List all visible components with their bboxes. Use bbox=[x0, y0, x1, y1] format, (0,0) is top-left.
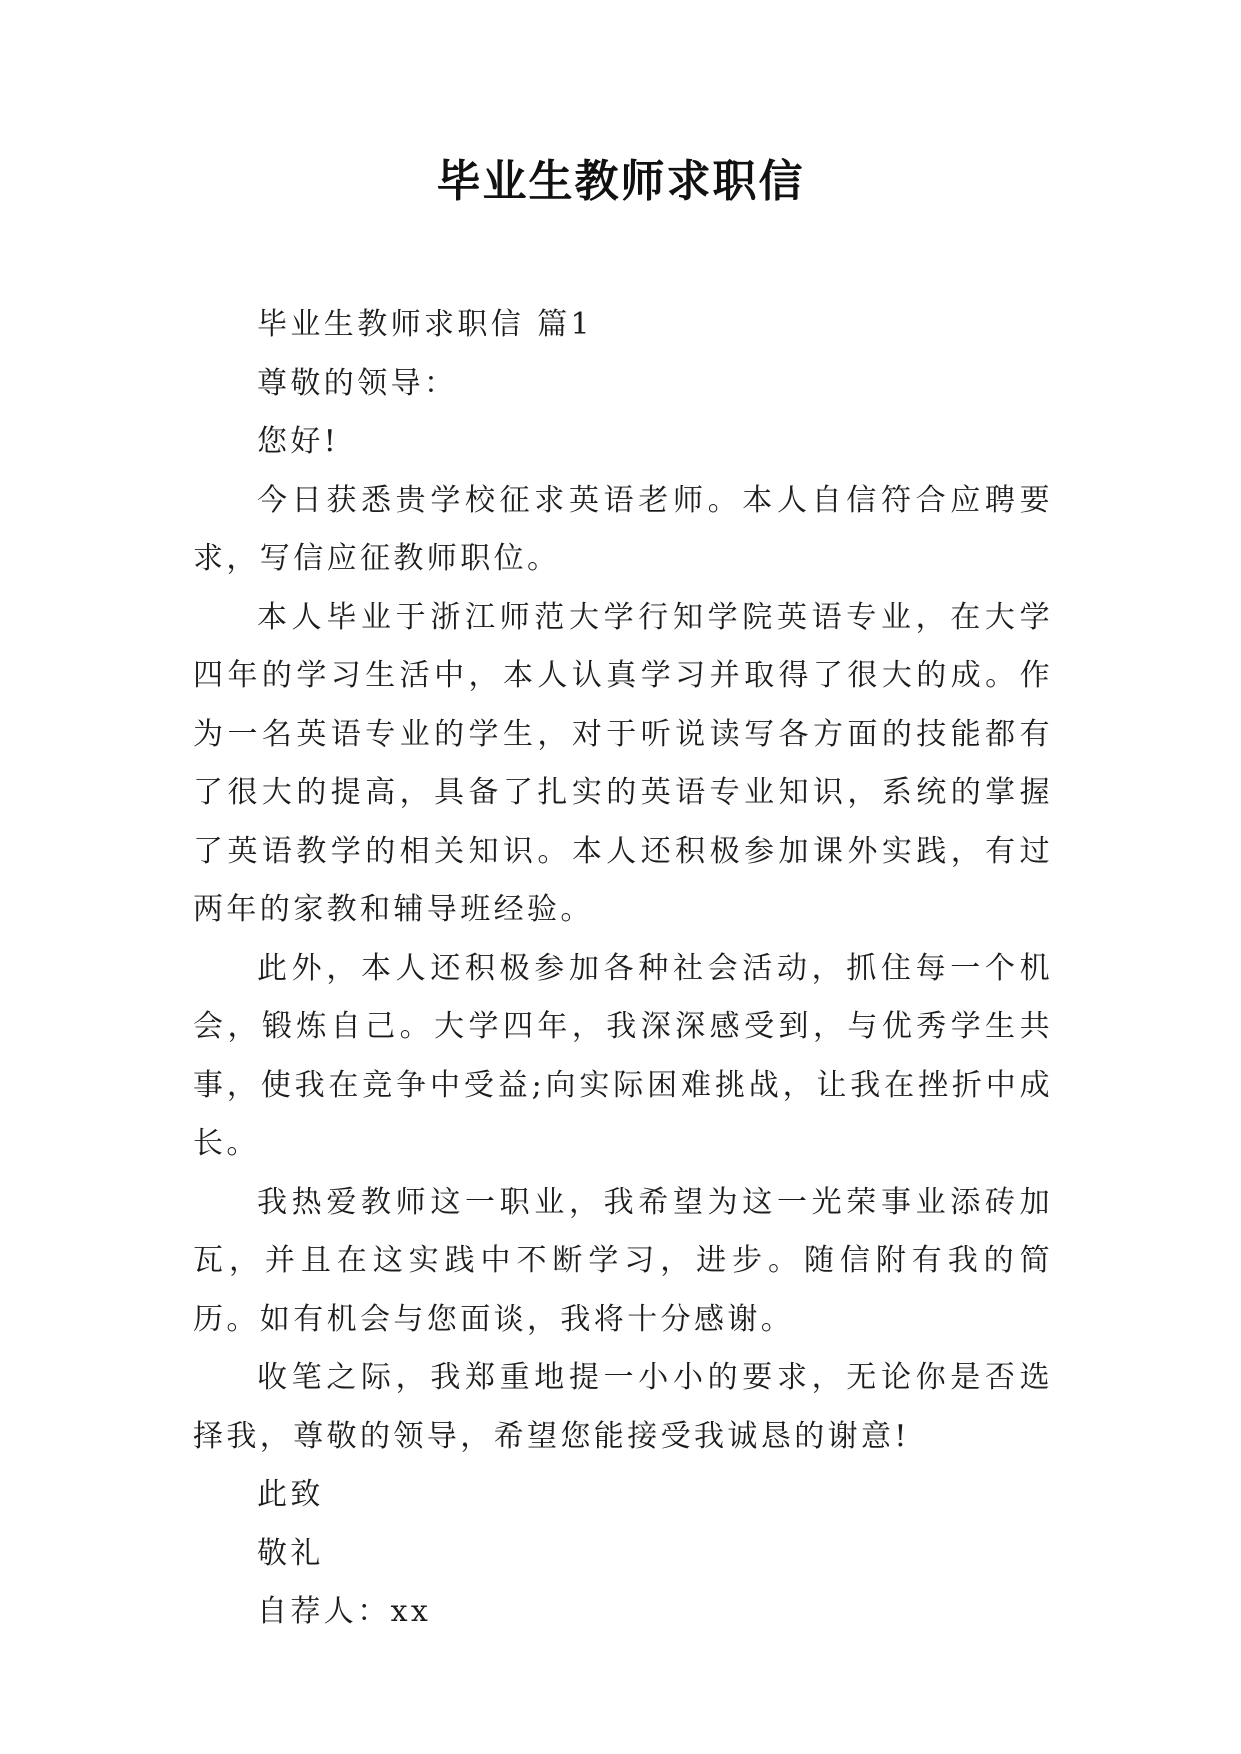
document-body bbox=[193, 296, 1053, 1642]
signature: 自荐人：xx bbox=[257, 1594, 432, 1629]
body-paragraph: 今日获悉贵学校征求英语老师。本人自信符合应聘要求，写信应征教师职位。 bbox=[193, 482, 1053, 576]
body-paragraph: 本人毕业于浙江师范大学行知学院英语专业，在大学四年的学习生活中，本人认真学习并取得了很大的成。作为一名英语专业的学生，对于听说读写各方面的技能都有了很大的提高，具备了扎实的英语专业知识，系统的掌握了英语教学的相关知识。本人还积极参加课外实践，有过两年的家教和辅导班经验。 bbox=[193, 599, 1053, 927]
body-paragraph: 收笔之际，我郑重地提一小小的要求，无论你是否选择我，尊敬的领导，希望您能接受我诚恳的谢意! bbox=[193, 1360, 1053, 1454]
closing-regards: 敬礼 bbox=[257, 1535, 324, 1571]
section-heading: 毕业生教师求职信 篇1 bbox=[257, 307, 594, 342]
document-title: 毕业生教师求职信 bbox=[436, 156, 805, 207]
greeting: 您好! bbox=[257, 424, 340, 459]
body-paragraph: 此外，本人还积极参加各种社会活动，抓住每一个机会，锻炼自己。大学四年，我深深感受到，与优秀学生共事，使我在竞争中受益;向实际困难挑战，让我在挫折中成长。 bbox=[193, 950, 1053, 1161]
closing-phrase: 此致 bbox=[257, 1477, 324, 1512]
body-paragraph: 我热爱教师这一职业，我希望为这一光荣事业添砖加瓦，并且在这实践中不断学习，进步。随信附有我的简历。如有机会与您面谈，我将十分感谢。 bbox=[193, 1184, 1053, 1337]
salutation: 尊敬的领导： bbox=[257, 365, 458, 401]
